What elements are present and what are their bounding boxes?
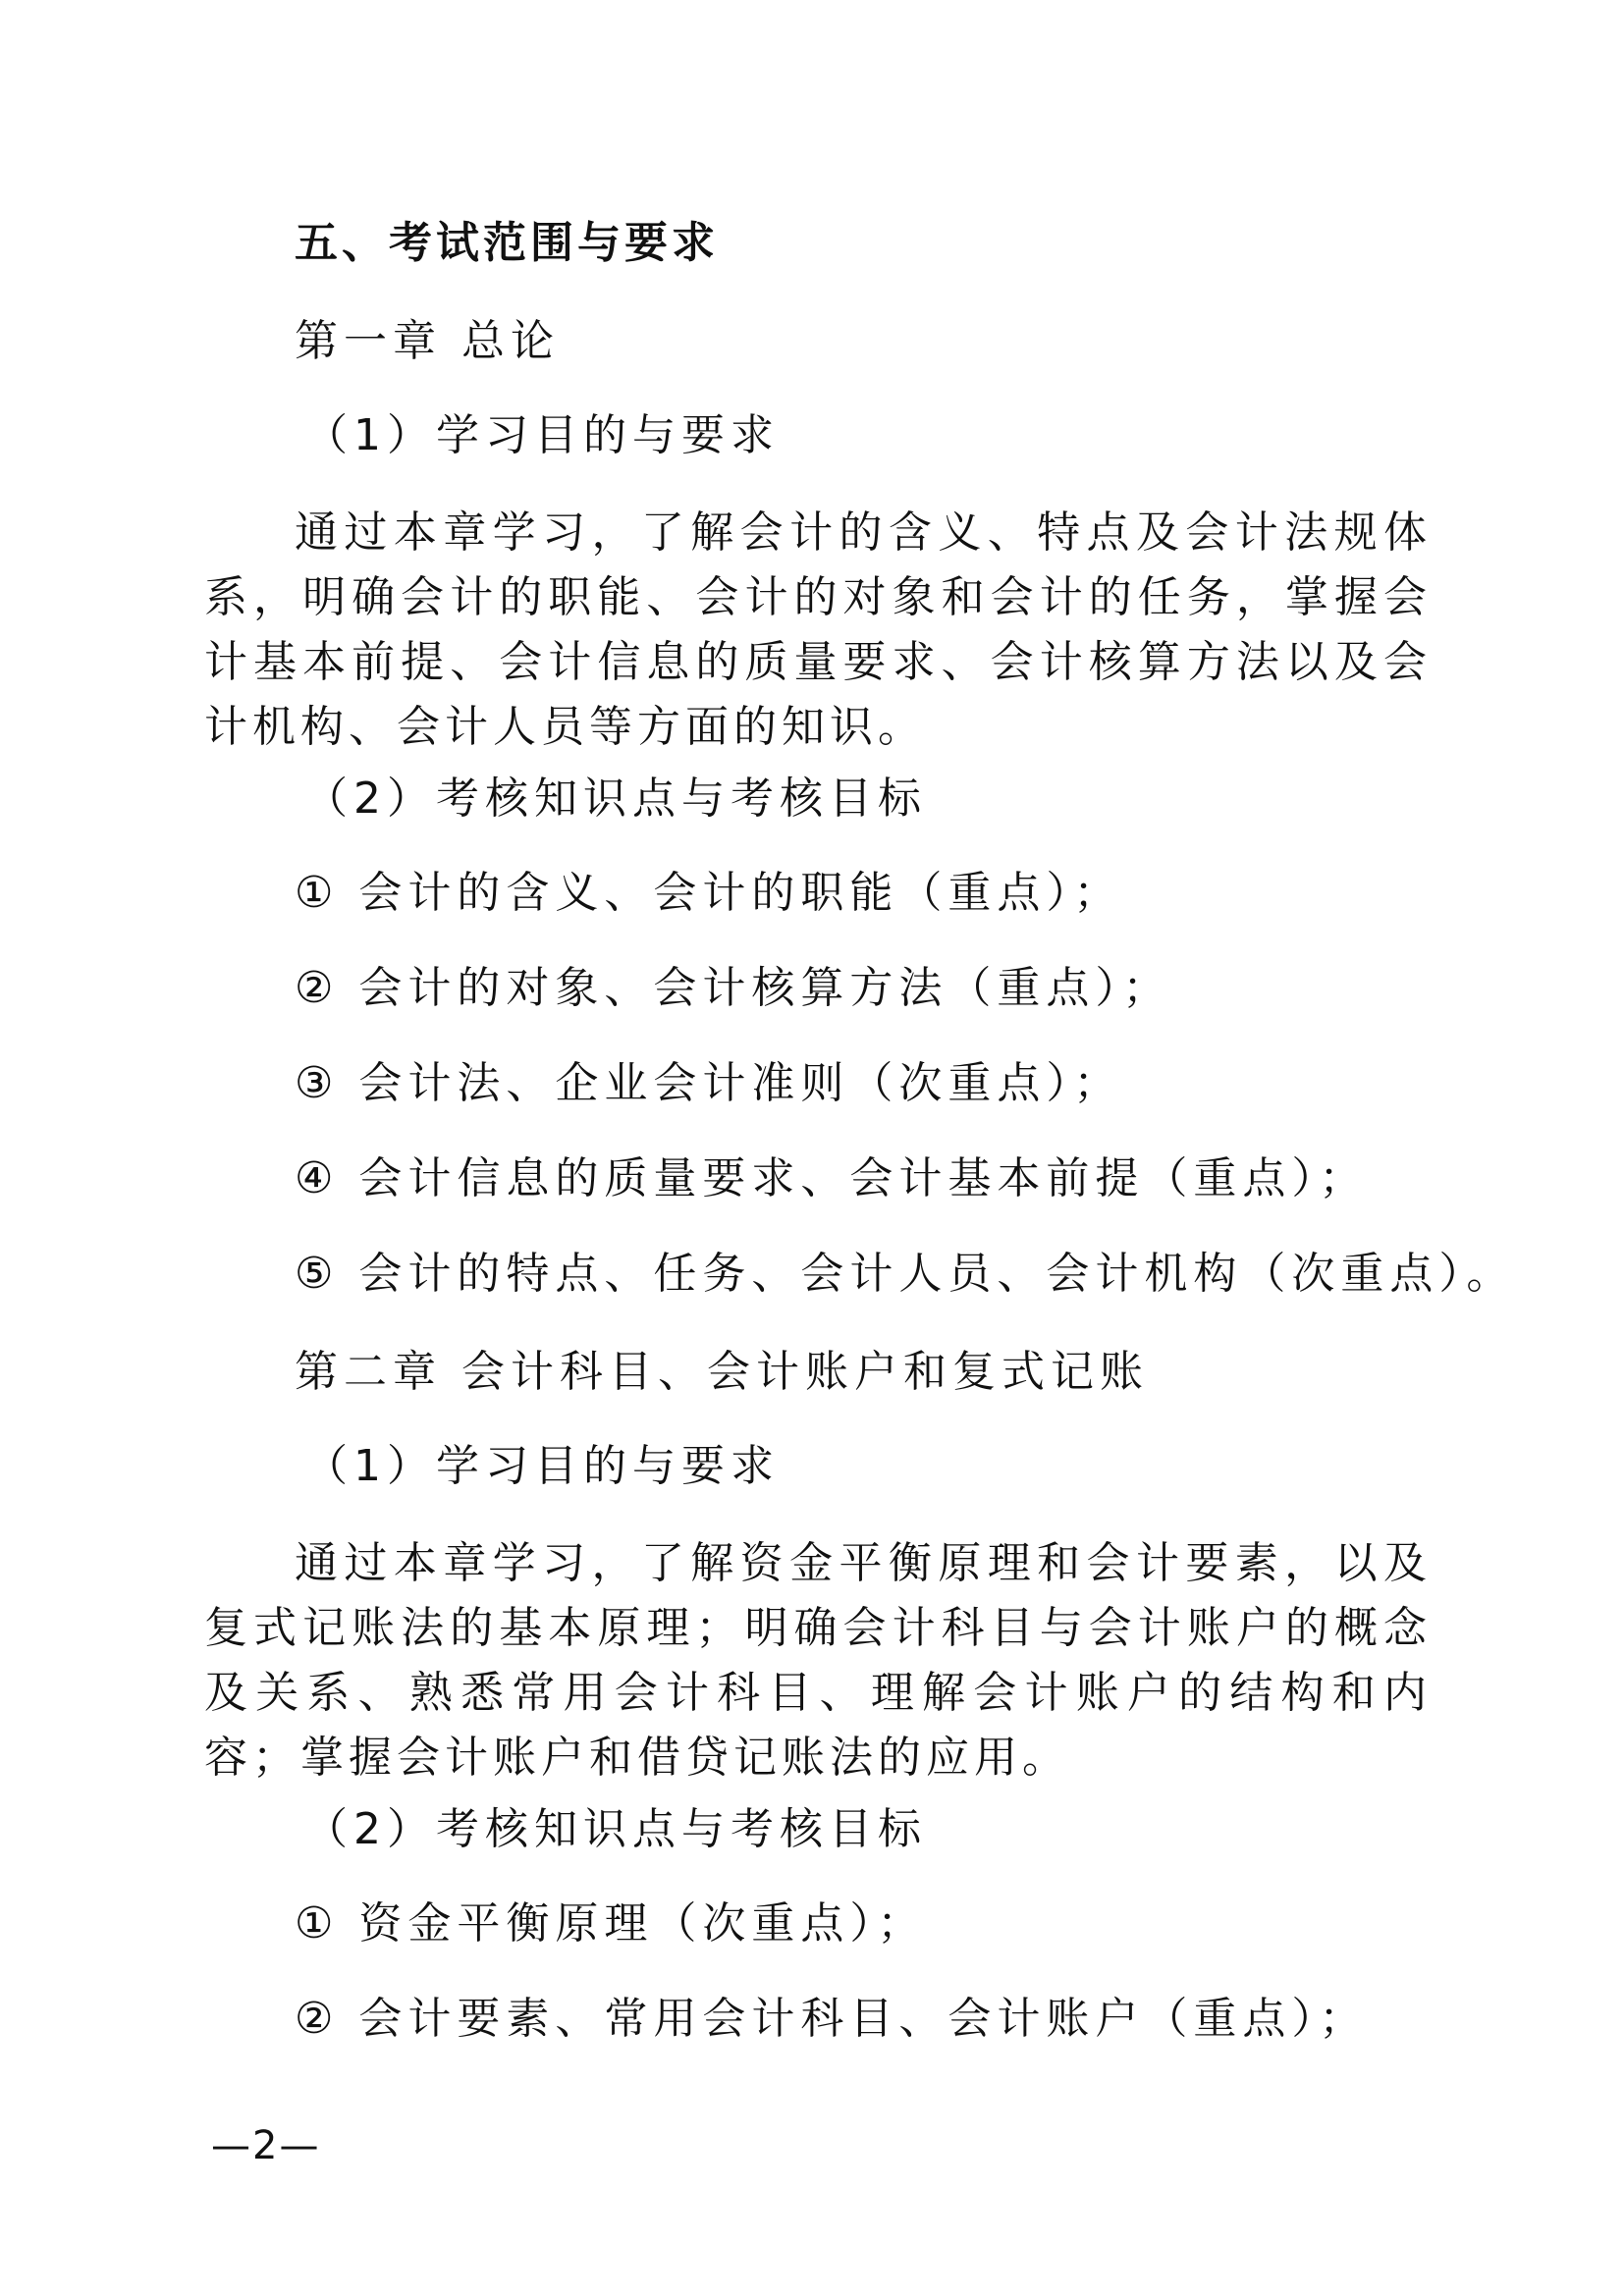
chapter-1-title: 第一章 总论 [295, 316, 560, 366]
section-title: 五、考试范围与要求 [295, 218, 719, 268]
chapter-1-item: ⑤ 会计的特点、任务、会计人员、会计机构（次重点）。 [295, 1249, 1516, 1299]
chapter-2-paragraph: 通过本章学习，了解资金平衡原理和会计要素，以及复式记账法的基本原理；明确会计科目与会计账户的概念及关系、熟悉常用会计科目、理解会计账户的结构和内容；掌握会计账户和借贷记账法的应用。 [204, 1538, 1432, 1783]
chapter-2-item: ② 会计要素、常用会计科目、会计账户（重点）； [295, 1994, 1369, 2044]
page-number: —2— [211, 2123, 321, 2168]
chapter-1-item: ① 会计的含义、会计的职能（重点）； [295, 868, 1123, 918]
chapter-2-subheading-2: （2）考核知识点与考核目标 [304, 1804, 927, 1854]
chapter-1-subheading-1: （1）学习目的与要求 [304, 410, 780, 460]
chapter-2-item: ① 资金平衡原理（次重点）； [295, 1898, 927, 1949]
chapter-1-paragraph: 通过本章学习，了解会计的含义、特点及会计法规体系，明确会计的职能、会计的对象和会计的任务，掌握会计基本前提、会计信息的质量要求、会计核算方法以及会计机构、会计人员等方面的知识。 [204, 507, 1432, 752]
chapter-2-title: 第二章 会计科目、会计账户和复式记账 [295, 1347, 1149, 1397]
chapter-1-item: ② 会计的对象、会计核算方法（重点）； [295, 963, 1172, 1013]
chapter-2-subheading-1: （1）学习目的与要求 [304, 1441, 780, 1491]
chapter-1-item: ③ 会计法、企业会计准则（次重点）； [295, 1058, 1123, 1108]
chapter-1-item: ④ 会计信息的质量要求、会计基本前提（重点）； [295, 1153, 1369, 1203]
chapter-1-subheading-2: （2）考核知识点与考核目标 [304, 774, 927, 824]
